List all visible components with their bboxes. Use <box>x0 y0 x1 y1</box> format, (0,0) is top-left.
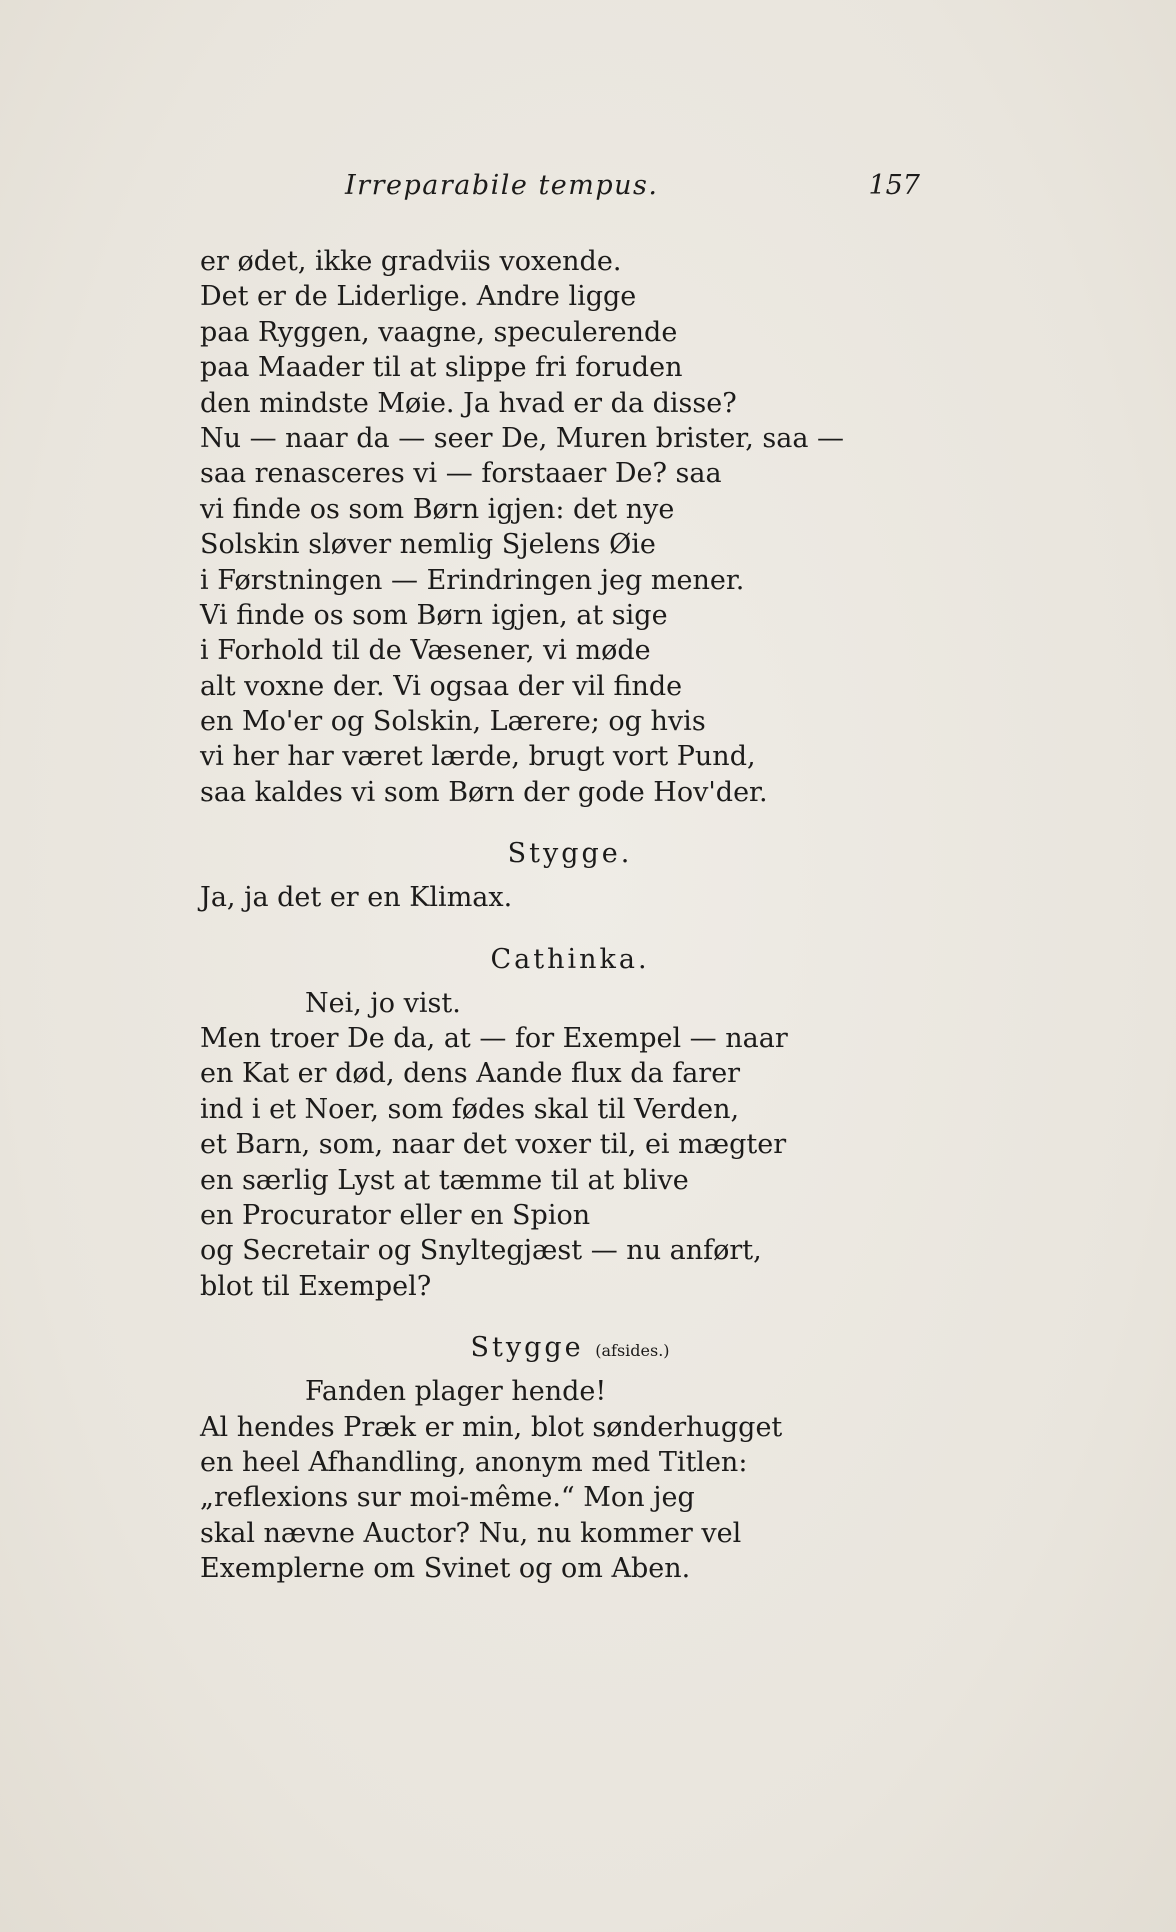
verse-line: Det er de Liderlige. Andre ligge <box>200 281 637 313</box>
verse-line: er ødet, ikke gradviis voxende. <box>200 246 622 277</box>
stage-direction: (afsides.) <box>595 1341 670 1361</box>
page-header <box>200 170 920 210</box>
verse-block-3 <box>200 986 940 1305</box>
verse-line: paa Ryggen, vaagne, speculerende <box>200 316 678 348</box>
verse-line: Fanden plager hende! <box>305 1376 607 1408</box>
verse-line: en særlig Lyst at tæmme til at blive <box>200 1164 689 1196</box>
verse-line: ind i et Noer, som fødes skal til Verden, <box>200 1093 740 1125</box>
running-title: Irreparabile tempus. <box>345 170 659 201</box>
verse-line: vi finde os som Børn igjen: det nye <box>200 493 675 525</box>
verse-line: Exemplerne om Svinet og om Aben. <box>200 1553 691 1585</box>
verse-line: i Førstningen — Erindringen jeg mener. <box>200 564 745 596</box>
verse-line: en Mo'er og Solskin, Lærere; og hvis <box>200 706 706 738</box>
verse-line: Nei, jo vist. <box>305 987 461 1019</box>
verse-block-4 <box>200 1374 940 1586</box>
verse-line: en Procurator eller en Spion <box>200 1199 591 1231</box>
verse-line: Solskin sløver nemlig Sjelens Øie <box>200 529 656 561</box>
verse-line: en heel Afhandling, anonym med Titlen: <box>200 1446 748 1478</box>
page-number: 157 <box>868 170 920 201</box>
speaker-name: Cathinka. <box>490 943 650 975</box>
verse-line: skal nævne Auctor? Nu, nu kommer vel <box>200 1517 742 1549</box>
verse-line: alt voxne der. Vi ogsaa der vil finde <box>200 670 683 702</box>
verse-line: paa Maader til at slippe fri foruden <box>200 352 683 384</box>
verse-line: og Secretair og Snyltegjæst — nu anført, <box>200 1235 762 1267</box>
speaker-name-text: Stygge <box>470 1332 584 1364</box>
speaker-name <box>200 1330 940 1366</box>
verse-line: vi her har været lærde, brugt vort Pund, <box>200 741 756 773</box>
verse-block-1 <box>200 244 940 810</box>
verse-line: et Barn, som, naar det voxer til, ei mægter <box>200 1129 787 1161</box>
verse-text <box>200 244 940 1587</box>
speaker-name: Stygge. <box>507 838 633 870</box>
verse-line: Ja, ja det er en Klimax. <box>200 882 513 914</box>
verse-block-2 <box>200 880 940 915</box>
verse-line: Men troer De da, at — for Exempel — naar <box>200 1023 788 1055</box>
verse-line: saa kaldes vi som Børn der gode Hov'der. <box>200 776 768 808</box>
verse-line: saa renasceres vi — forstaaer De? saa <box>200 458 722 490</box>
verse-line: en Kat er død, dens Aande flux da farer <box>200 1058 741 1090</box>
verse-line: „reflexions sur moi-même.“ Mon jeg <box>200 1482 695 1514</box>
verse-line: Vi finde os som Børn igjen, at sige <box>200 599 668 631</box>
verse-line: Al hendes Præk er min, blot sønderhugget <box>200 1411 783 1443</box>
verse-line: i Forhold til de Væsener, vi møde <box>200 635 651 667</box>
verse-line: blot til Exempel? <box>200 1270 432 1302</box>
verse-line: den mindste Møie. Ja hvad er da disse? <box>200 387 737 419</box>
verse-line: Nu — naar da — seer De, Muren brister, saa — <box>200 422 845 454</box>
